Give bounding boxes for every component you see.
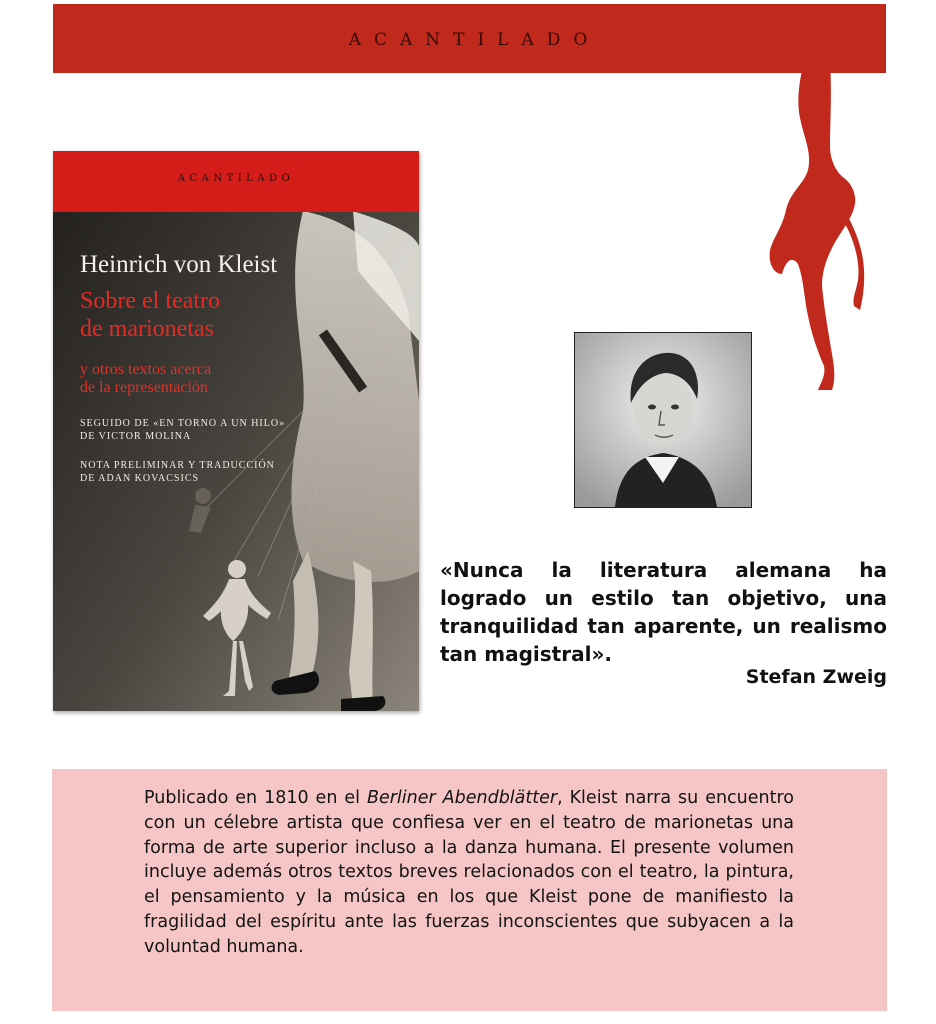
cover-title: Sobre el teatro de marionetas (80, 288, 220, 342)
author-portrait (574, 332, 752, 508)
dancer-silhouette-icon (760, 60, 870, 395)
cover-publisher-band (53, 151, 419, 212)
description-box (52, 769, 887, 1011)
book-cover (53, 151, 419, 711)
periodical-title: Berliner Abendblätter (366, 788, 558, 808)
description-part-2: , Kleist narra su encuentro con un célebre artista que confiesa ver en el teatro de marionetas una forma de arte superior incluso a la danza humana. El presente volumen incluye además otros textos breves relacionados con el teatro, la pintura, el pensamiento y la música en los que Kleist pone de manifiesto la fragilidad del espíritu ante las fuerzas inconscientes que subyacen a la voluntad humana. (144, 788, 795, 957)
cover-publisher-name: ACANTILADO (177, 173, 295, 184)
cover-subtitle: y otros textos acerca de la representación (80, 361, 212, 396)
cover-note-translation: NOTA PRELIMINAR Y TRADUCCIÓN DE ADAN KOVACSICS (80, 460, 275, 484)
portrait-engraving-icon (575, 333, 751, 507)
cover-note-afterword: SEGUIDO DE «EN TORNO A UN HILO» DE VICTOR MOLINA (80, 418, 286, 442)
cover-author: Heinrich von Kleist (80, 251, 278, 278)
quote-author: Stefan Zweig (745, 666, 887, 688)
quote-text: «Nunca la literatura alemana ha logrado un estilo tan objetivo, una tranquilidad tan aparente, un realismo tan magistral». (440, 558, 887, 666)
description-text (144, 786, 794, 960)
description-part-1: Publicado en 1810 en el (144, 788, 367, 808)
banner-publisher-name: ACANTILADO (348, 30, 601, 50)
